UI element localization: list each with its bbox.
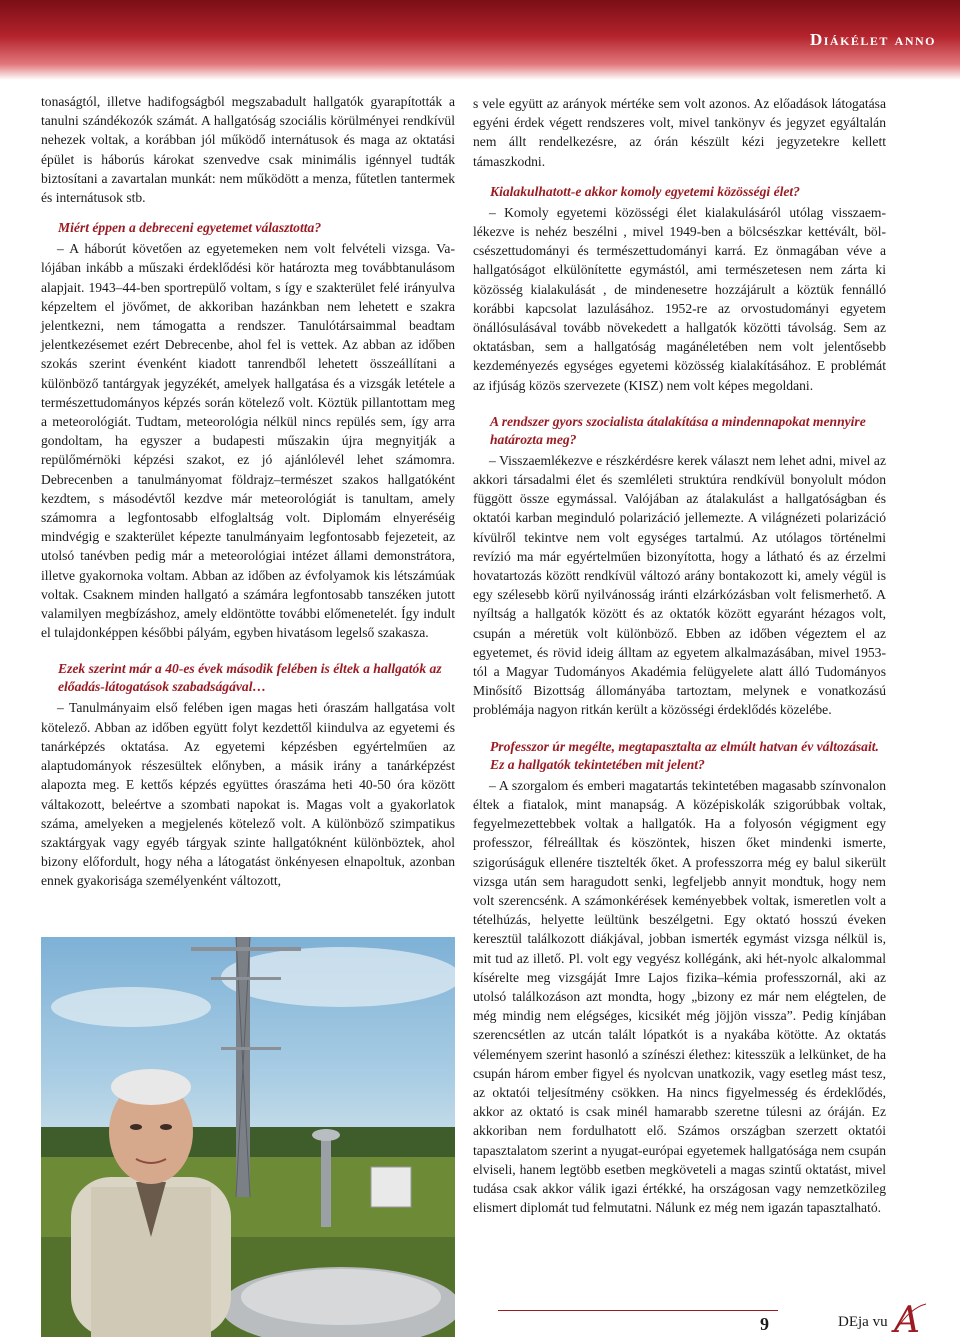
meteorological-station-photo	[41, 937, 455, 1337]
footer-divider	[498, 1310, 778, 1311]
question-heading: Professzor úr megélte, megtapasztalta az elmúlt hatvan év változásait. Ez a hallgatók tekintetében mit jelent?	[490, 738, 879, 772]
paragraph: – Visszaemlékezve e részkérdésre kerek választ nem lehet adni, mivel az akkori társadalmi élet és szemléleti struktúra rendkívül bonyolult módon függött össze egymással. Valójában az átalakulást a hallgatóságban és oktatói karban meginduló polarizáció jellemezte. A világnézeti polarizáció kívülről tekintve nem volt egységes tartalmú. Az utólagos történelmi revízió ma már egyértelműen bizonyította, hogy a látható és az érzelmi hovatartozás között rendkívül változó arány bontakozott ki, amely végül is egy szélesebb körű nyilvánosság iránti elzárkózásban volt felismerhető. A nyíltság a hallgatók között és az oktatók között egyaránt hézagos volt, csupán a méretük volt különböző. Ebben az időben végeztem el az egyetemet, és rövid ideig álltam az egyetem alkalmazásában, mivel 1953-tól a Magyar Tudományos Akadémia felügyelete alatt álló Tudományos Minősítő Bizottság állományába tartoztam, melynek e vonatkozású problémája nagyon ritkán került a közösségi érdeklődés közelébe.	[473, 452, 886, 718]
portrait-photo	[41, 937, 455, 1337]
question-heading: Miért éppen a debreceni egyetemet választotta?	[58, 220, 322, 236]
left-column	[41, 92, 455, 891]
paragraph: – A szorgalom és emberi magatartás tekintetében magasabb színvonalon éltek a fiatalok, mint manapság. A középiskolák szigorúbbak voltak, fegyelmezettebbek voltak a hallgatók. Ha a folyosón végigment egy professzor, félreálltak és köszöntek, hiszen őket mindenki ismerte, szigorúságuk ellenére tisztelték őket. A professzorra még ey balul sikerült vizsga után sem haragudott senki, legfeljebb annyit mondtuk, hogy nem volt szerencsénk. A számonkérések keményebbek voltak, ismeretlen volt a tételhúzás, helyette leültünk beszélgetni. Egy oktató hosszú éveken keresztül találkozott diákjával, jobban ismerték egymást vizsga nélkül is, mit tud az illető. Pl. volt egy vegyész kollégánk, aki hét-nyolc alkalommal kísérelte meg vizsgáját Imre Lajos fizika–kémia professzornál, aki az utolsó találkozáson azt mondta, hogy „bizony ez már nem elégtelen, de még mindig nem elégséges, kicsikét még jöjjön vissza”. Pedig kínjában szerencsétlen az utcán talált lópatkót is a nyakába kötötte. Az oktatás véleményem szerint hasonló a színészi élethez: kitesszük a lelkünket, de ha csupán három ember figyel és nyolcvan unatkozik, vagy esetleg mást tesz, az oktatói teljesítmény csökken. Ha nincs figyelmesség és érdeklődés, akkor az oktató is csak minél hamarabb szeretne túlesni az óráján. Ez akkoriban nem fordulhatott elő. Számos országban szerzett oktatói tapasztalatom szerint a nyugat-európai egyetemek hallgatósága nem csupán elviseli, hanem legtöbb esetben megköveteli a magas szintű oktatást, mivel tudása csak akkor válik igazi értékké, ha országosan vagy nemzetközileg elismert diplomát tud felmutatni. Nálunk ez még nem igazán tapasztalható.	[473, 777, 886, 1216]
paragraph: – Tanulmányaim első felében igen magas heti óraszám hallgatása volt kötelező. Abban az időben együtt folyt kezdettől kiindulva az egyetemi és tanárképzés oktatása. Az egyetemi képzésben egyértelműen az alaptudományok részesültek előnyben, a másik irány a tanárképzést alapozta meg. E kettős képzés együttes óraszáma heti 40-50 óra között váltakozott, beleértve a szombati napokat is. Magas volt a gyakorlatok száma, amelyeken a megjelenés kötelező volt. A különböző szimpatikus szaktárgyak vagy egyéb tárgyak szinte hallgatóknént különböztek, ahol bizony előfordult, hogy néha a látogatást önkényesen elnapoltuk, azonban ennek gyakorisága személyenként változott,	[41, 700, 455, 889]
footer-brand: DEja vu	[838, 1314, 888, 1330]
brand-logo-icon	[890, 1298, 930, 1338]
paragraph: – A háborút követően az egyetemeken nem volt felvételi vizsga. Valójában inkább a műszaki érdeklődési kör határozta meg továbbtanulásom alapjait. 1943–44-ben sportrepülő voltam, s így e szakterület felé irányulva képzeltem el jövőmet, de akkoriban hazánkban nem lehetett e szakra jelentkezni, nem támogatta a rendszer. Tanulótársaimmal beadtam jelentkezésemet ezért Debrecenbe, ahol fel is vettek. Az abban az időben szokás szerint évenként kiadott tanrendből lehetett összeállítani a különböző tantárgyak jegyzékét, amelyek hallgatása és a vizsgák letétele a természettudományos képzés során kötelező volt. Köztük pillantottam meg a meteorológiát. Tudtam, meteorológia nélkül nincs repülés sem, így arra gondoltam, ha egyszer a budapesti műszakin újra megnyitják a repülőmérnöki képzési szakot, ez jó ajánlólevél lehet számomra. Debrecenben a tanulmányomat földrajz–természet szakos hallgatóként kezdtem, s másodévtől kezdve már meteorológiát is tanultam, amely számomra a legfontosabb elfoglaltság volt. Diplomám elnyeréséig mindvégig e szakterület képezte tanulmányaim legfontosabb fejezeteit, az utolsó tanévben pedig már a meteorológiai intézet állami demonstrátora, illetve gyakornoka voltam. Abban az időben az évfolyamok kis létszámúak voltak. Csaknem minden hallgató a számára legfontosabb tanszéken jutott valamilyen megbízáshoz, amely eldöntötte további előmenetelét. Így indult el tulajdonképpen későbbi pályám, egyben hivatásom legelső szakasza.	[41, 241, 455, 641]
page-number: 9	[760, 1314, 769, 1334]
section-title: Diákélet anno	[809, 30, 936, 49]
header-band	[0, 0, 960, 80]
paragraph: – Komoly egyetemi közösségi élet kialakulásáról utólag visszaemlékezve is nehéz beszélni , mivel 1949-ben a bölcsészkar kettévált, bölcsészettudományi és természettudományi karrá. Ez önmagában véve a hallgatóságot elkülönítette egymástól, ami természetesen nem zárta ki közösség kialakulását , de mindenesetre hozzájárult a köztük fennálló korábbi kapcsolat lazulásához. 1952-re az orvostudományi egyetem önállósulásával tovább növekedett a hallgatók közötti távolság. Sem az oktatásban, sem a hallgatóság magánéletében nem volt jelentősebb kezdeményezés egységes egyetemi közösség kialakításához. E problémát az ifjúság közös szervezete (KISZ) nem volt képes megoldani.	[473, 204, 886, 393]
question-heading: Kialakulhatott-e akkor komoly egyetemi közösségi élet?	[490, 183, 800, 199]
paragraph: tonaságtól, illetve hadifogságból megszabadult hallgatók gyarapították a tanulni szándékozók számát. A hallgatóság szociális körülményei rendkívül nehezek voltak, a korábban jól működő internátusok és maga az oktatási épület is háborús károkat szenvedve csak minimális igénnyel tudták biztosítani a zavartalan munkát: nem működött a menza, fűtetlen tantermek és internátusok stb.	[41, 94, 455, 206]
svg-text:A: A	[894, 1300, 920, 1338]
right-column	[473, 94, 886, 1217]
paragraph: s vele együtt az arányok mértéke sem volt azonos. Az előadások látogatása egyéni érdek végett rendszeres volt, mivel tankönyv és jegyzet egyáltalán nem állt rendelkezésre, az órán készült kézi jegyzetekre kellett támaszkodni.	[473, 96, 886, 169]
question-heading: Ezek szerint már a 40-es évek második felében is éltek a hallgatók az előadás-látogatások szabadságával…	[58, 661, 442, 695]
question-heading: A rendszer gyors szocialista átalakítása a mindennapokat mennyire határozta meg?	[490, 413, 866, 447]
